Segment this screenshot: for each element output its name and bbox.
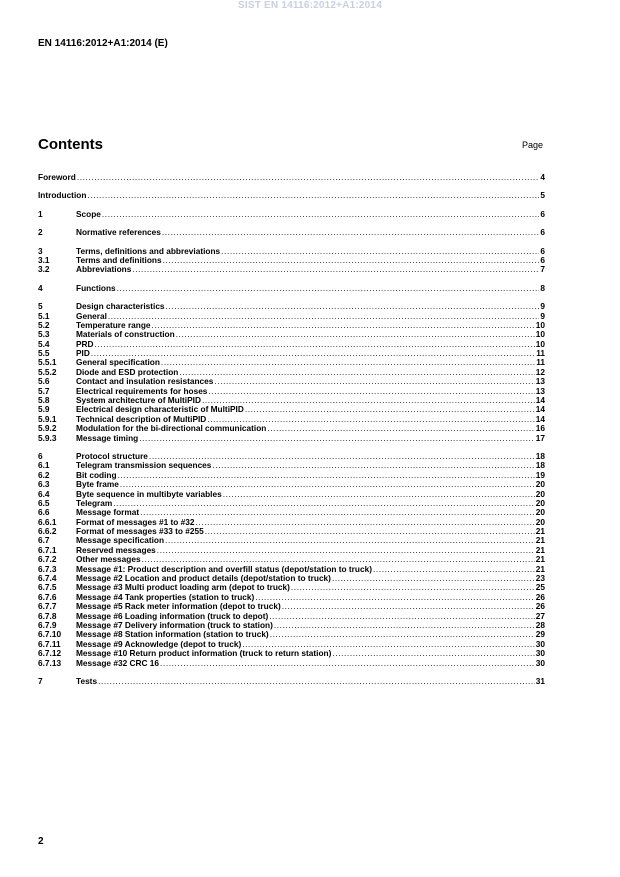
toc-entry-title: Bit coding	[76, 469, 117, 480]
toc-entry-page: 10	[535, 338, 545, 349]
watermark: SIST EN 14116:2012+A1:2014	[238, 0, 382, 11]
toc-leader-dots	[270, 630, 535, 639]
toc-entry-title: Contact and insulation resistances	[76, 376, 214, 387]
toc-entry-title: Diode and ESD protection	[76, 366, 179, 377]
toc-entry-title: General specification	[76, 357, 160, 368]
toc-entry[interactable]	[38, 191, 545, 200]
toc-entry-page: 19	[535, 469, 545, 480]
toc-leader-dots	[221, 247, 539, 256]
toc-entry-title: Telegram transmission sequences	[76, 460, 212, 471]
toc-leader-dots	[102, 210, 539, 219]
toc-leader-dots	[205, 527, 535, 536]
toc-leader-dots	[373, 565, 535, 574]
toc-entry-number: 5.8	[38, 395, 50, 406]
toc-entry-page: 20	[535, 497, 545, 508]
toc-entry-page: 11	[536, 357, 545, 368]
toc-entry-title: Modulation for the bi-directional communication	[76, 423, 267, 434]
toc-entry-page: 7	[540, 264, 545, 275]
toc-entry-title: Message #3 Multi product loading arm (depot to truck)	[76, 582, 290, 593]
toc-leader-dots	[87, 191, 539, 200]
toc-leader-dots	[139, 434, 535, 443]
toc-entry-number: 6	[38, 450, 43, 461]
toc-entry-page: 11	[536, 348, 545, 359]
toc-entry-title: Telegram	[76, 497, 113, 508]
toc-leader-dots	[245, 405, 535, 414]
toc-leader-dots	[223, 490, 535, 499]
toc-entry-number: 4	[38, 282, 43, 293]
toc-entry-title: Terms, definitions and abbreviations	[76, 245, 221, 256]
toc-entry-title: Protocol structure	[76, 450, 148, 461]
toc-entry-page: 29	[535, 629, 545, 640]
toc-entry[interactable]	[38, 284, 545, 293]
toc-entry-number: 6.7.5	[38, 582, 57, 593]
toc-entry-title: Technical description of MultiPID	[76, 413, 207, 424]
toc-entry-number: 6.7.6	[38, 591, 57, 602]
toc-leader-dots	[163, 256, 540, 265]
toc-entry-number: 6.7.2	[38, 554, 57, 565]
toc-leader-dots	[282, 602, 535, 611]
toc-entry-page: 17	[535, 432, 545, 443]
toc-leader-dots	[269, 612, 535, 621]
toc-entry-number: 3.2	[38, 264, 50, 275]
toc-leader-dots	[162, 228, 540, 237]
page-column-label: Page	[522, 140, 544, 150]
toc-entry-title: General	[76, 310, 107, 321]
toc-entry-title: Message #32 CRC 16	[76, 657, 160, 668]
toc-entry-title: Temperature range	[76, 319, 151, 330]
toc-leader-dots	[77, 173, 540, 182]
toc-entry-page: 27	[535, 610, 545, 621]
toc-leader-dots	[214, 377, 534, 386]
toc-leader-dots	[152, 321, 535, 330]
toc-entry[interactable]	[38, 434, 545, 443]
toc-entry-title: Message #8 Station information (station to truck)	[76, 629, 269, 640]
toc-entry-page: 4	[540, 171, 545, 182]
toc-entry-title: System architecture of MultiPID	[76, 395, 201, 406]
toc-entry-title: PID	[76, 348, 90, 359]
toc-entry-number: 6.3	[38, 479, 50, 490]
toc-entry[interactable]	[38, 265, 545, 274]
toc-entry-title: Message #2 Location and product details (depot/station to truck)	[76, 573, 331, 584]
toc-entry-number: 5.5.1	[38, 357, 57, 368]
toc-entry-number: 6.6	[38, 507, 50, 518]
toc-leader-dots	[98, 677, 535, 686]
toc-leader-dots	[212, 461, 534, 470]
toc-entry-page: 18	[535, 450, 545, 461]
toc-entry-page: 14	[535, 413, 545, 424]
table-of-contents	[38, 173, 545, 686]
toc-entry-number: 6.1	[38, 460, 50, 471]
toc-entry[interactable]	[38, 340, 545, 349]
toc-entry-title: Message #1: Product description and overfill status (depot/station to truck)	[76, 563, 372, 574]
toc-leader-dots	[332, 574, 535, 583]
toc-entry-title: Other messages	[76, 554, 141, 565]
toc-leader-dots	[140, 508, 535, 517]
toc-entry-page: 6	[540, 227, 545, 238]
toc-entry[interactable]	[38, 659, 545, 668]
toc-entry-number: 5.9.3	[38, 432, 57, 443]
toc-entry-number: 6.7	[38, 535, 50, 546]
toc-entry-number: 6.7.13	[38, 657, 62, 668]
toc-leader-dots	[332, 649, 534, 658]
toc-entry-title: Message specification	[76, 535, 165, 546]
toc-entry-title: Message format	[76, 507, 140, 518]
toc-entry-number: 5.1	[38, 310, 50, 321]
toc-entry[interactable]	[38, 302, 545, 311]
toc-entry-page: 13	[535, 376, 545, 387]
toc-entry-title: Introduction	[38, 190, 87, 201]
toc-entry-number: 5.7	[38, 385, 50, 396]
toc-entry-title: Message #4 Tank properties (station to truck)	[76, 591, 255, 602]
toc-entry-title: Foreword	[38, 171, 76, 182]
toc-leader-dots	[179, 368, 534, 377]
toc-entry-number: 5.6	[38, 376, 50, 387]
toc-entry-number: 6.4	[38, 488, 50, 499]
toc-entry-number: 2	[38, 227, 43, 238]
toc-entry-page: 20	[535, 507, 545, 518]
toc-entry-title: Message #7 Delivery information (truck to station)	[76, 620, 273, 630]
page-number: 2	[38, 836, 44, 847]
toc-entry-number: 5.5.2	[38, 366, 57, 377]
toc-entry-number: 6.6.2	[38, 526, 57, 537]
toc-entry-number: 6.7.7	[38, 601, 57, 612]
toc-entry-page: 30	[535, 657, 545, 668]
toc-entry-title: Message timing	[76, 432, 139, 443]
toc-entry-title: Message #9 Acknowledge (depot to truck)	[76, 638, 242, 649]
toc-entry-number: 5.2	[38, 319, 50, 330]
toc-leader-dots	[274, 621, 535, 630]
toc-entry-page: 18	[535, 460, 545, 471]
toc-entry-title: Design characteristics	[76, 301, 165, 312]
toc-entry-page: 6	[540, 254, 545, 265]
toc-leader-dots	[202, 396, 535, 405]
toc-leader-dots	[291, 583, 535, 592]
toc-entry-title: Materials of construction	[76, 329, 175, 340]
toc-entry-title: Reserved messages	[76, 544, 156, 555]
toc-entry-page: 9	[540, 310, 545, 321]
toc-entry-page: 21	[535, 554, 545, 565]
toc-entry-number: 6.7.1	[38, 544, 57, 555]
toc-entry[interactable]	[38, 228, 545, 237]
toc-entry-page: 13	[535, 385, 545, 396]
toc-entry[interactable]	[38, 330, 545, 339]
toc-entry-page: 5	[540, 190, 545, 201]
toc-entry-page: 30	[535, 638, 545, 649]
toc-entry-number: 3.1	[38, 254, 50, 265]
toc-entry-number: 6.7.3	[38, 563, 57, 574]
toc-entry-page: 10	[535, 329, 545, 340]
toc-entry-page: 21	[535, 535, 545, 546]
toc-leader-dots	[255, 593, 534, 602]
toc-entry-title: Tests	[76, 675, 98, 686]
toc-entry-page: 14	[535, 395, 545, 406]
toc-entry-page: 20	[535, 516, 545, 527]
document-id: EN 14116:2012+A1:2014 (E)	[38, 38, 168, 49]
toc-entry-number: 6.7.8	[38, 610, 57, 621]
toc-entry-number: 6.7.9	[38, 620, 57, 630]
toc-leader-dots	[132, 265, 539, 274]
toc-leader-dots	[117, 284, 540, 293]
toc-entry-page: 21	[535, 544, 545, 555]
toc-entry-number: 5.3	[38, 329, 50, 340]
toc-entry-title: Message #10 Return product information (truck to return station)	[76, 648, 332, 659]
toc-entry-page: 14	[535, 404, 545, 415]
toc-entry-page: 12	[535, 366, 545, 377]
toc-entry-page: 6	[540, 208, 545, 219]
toc-entry-number: 5.9.2	[38, 423, 57, 434]
toc-entry-number: 5	[38, 301, 43, 312]
toc-entry-title: Terms and definitions	[76, 254, 162, 265]
toc-entry-page: 25	[535, 582, 545, 593]
toc-entry-page: 28	[535, 620, 545, 630]
toc-entry-page: 30	[535, 648, 545, 659]
toc-entry-title: Electrical design characteristic of MultiPID	[76, 404, 244, 415]
toc-entry-title: Abbreviations	[76, 264, 132, 275]
toc-leader-dots	[113, 499, 534, 508]
toc-entry-number: 5.5	[38, 348, 50, 359]
toc-entry-title: Scope	[76, 208, 101, 219]
toc-leader-dots	[176, 330, 535, 339]
toc-leader-dots	[160, 659, 535, 668]
toc-entry-title: Format of messages #1 to #32	[76, 516, 195, 527]
toc-entry-page: 9	[540, 301, 545, 312]
toc-entry-number: 5.9.1	[38, 413, 57, 424]
toc-entry-page: 26	[535, 601, 545, 612]
toc-entry-title: Format of messages #33 to #255	[76, 526, 204, 537]
toc-leader-dots	[196, 518, 535, 527]
toc-leader-dots	[118, 471, 535, 480]
toc-entry-page: 16	[535, 423, 545, 434]
toc-entry-number: 6.5	[38, 497, 50, 508]
toc-entry-page: 21	[535, 526, 545, 537]
toc-entry[interactable]	[38, 677, 545, 686]
toc-entry-number: 6.7.10	[38, 629, 62, 640]
toc-entry-number: 5.4	[38, 338, 50, 349]
toc-entry-page: 20	[535, 488, 545, 499]
toc-entry-number: 1	[38, 208, 43, 219]
toc-entry-page: 26	[535, 591, 545, 602]
toc-entry-number: 6.7.12	[38, 648, 62, 659]
toc-leader-dots	[157, 546, 535, 555]
toc-leader-dots	[161, 358, 535, 367]
toc-entry-title: Normative references	[76, 227, 161, 238]
toc-entry-page: 21	[535, 563, 545, 574]
toc-entry[interactable]	[38, 173, 545, 182]
toc-entry-page: 31	[535, 675, 545, 686]
toc-entry-number: 6.7.11	[38, 638, 61, 649]
toc-entry[interactable]	[38, 490, 545, 499]
toc-entry-number: 6.6.1	[38, 516, 57, 527]
toc-entry-number: 6.7.4	[38, 573, 57, 584]
toc-entry-number: 3	[38, 245, 43, 256]
toc-entry-page: 23	[535, 573, 545, 584]
toc-leader-dots	[208, 387, 534, 396]
toc-entry-page: 8	[540, 282, 545, 293]
toc-entry-title: Functions	[76, 282, 116, 293]
contents-heading: Contents	[38, 136, 103, 153]
toc-entry-number: 7	[38, 675, 43, 686]
toc-entry-page: 20	[535, 479, 545, 490]
toc-leader-dots	[267, 424, 534, 433]
toc-leader-dots	[108, 312, 539, 321]
toc-entry-page: 6	[540, 245, 545, 256]
toc-entry-number: 6.2	[38, 469, 50, 480]
toc-entry-title: Byte frame	[76, 479, 119, 490]
toc-leader-dots	[165, 536, 535, 545]
toc-entry[interactable]	[38, 210, 545, 219]
toc-entry-title: PRD	[76, 338, 94, 349]
toc-leader-dots	[166, 302, 540, 311]
toc-entry-number: 5.9	[38, 404, 50, 415]
toc-entry-title: Message #5 Rack meter information (depot to truck)	[76, 601, 281, 612]
toc-entry-title: Byte sequence in multibyte variables	[76, 488, 222, 499]
toc-entry-page: 10	[535, 319, 545, 330]
toc-leader-dots	[95, 340, 535, 349]
toc-entry-title: Electrical requirements for hoses	[76, 385, 208, 396]
toc-entry-title: Message #6 Loading information (truck to depot)	[76, 610, 269, 621]
